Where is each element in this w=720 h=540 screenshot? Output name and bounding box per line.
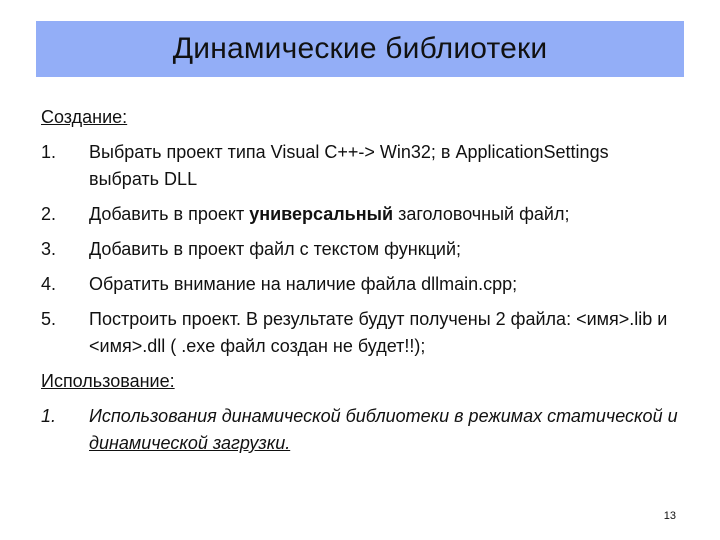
title-bar <box>36 21 684 77</box>
item-number: 1. <box>41 142 57 162</box>
creation-item-5 <box>41 306 681 360</box>
underlined-term: динамической загрузки. <box>89 433 291 453</box>
item-text-end: заголовочный файл; <box>393 204 570 224</box>
item-number: 1. <box>41 406 57 426</box>
creation-heading: Создание: <box>41 107 128 127</box>
item-text: Добавить в проект файл с текстом функций; <box>89 239 461 259</box>
item-text: Обратить внимание на наличие файла dllmain.cpp; <box>89 274 518 294</box>
creation-item-3 <box>41 236 681 263</box>
item-text-start: Добавить в проект <box>89 204 250 224</box>
slide-content <box>41 104 681 465</box>
page-number: 13 <box>663 510 676 522</box>
usage-list <box>41 403 681 457</box>
slide-title: Динамические библиотеки <box>172 32 548 65</box>
creation-list <box>41 139 681 360</box>
item-text <box>89 403 681 457</box>
item-text <box>89 201 681 228</box>
creation-item-4 <box>41 271 681 298</box>
item-number: 5. <box>41 309 57 329</box>
item-text: Выбрать проект типа Visual C++-> Win32; в ApplicationSettings выбрать DLL <box>89 142 609 189</box>
creation-item-1 <box>41 139 681 193</box>
item-number: 3. <box>41 239 57 259</box>
item-text: Построить проект. В результате будут получены 2 файла: <имя>.lib и <имя>.dll ( .exe файл создан не будет!!); <box>89 309 668 356</box>
usage-heading: Использование: <box>41 371 175 391</box>
creation-item-2 <box>41 201 681 228</box>
item-number: 2. <box>41 204 57 224</box>
emphasized-term: универсальный <box>249 204 394 224</box>
item-number: 4. <box>41 274 57 294</box>
usage-text-start: Использования динамической библиотеки в режимах статической и <box>89 406 678 426</box>
usage-item-1 <box>41 403 681 457</box>
